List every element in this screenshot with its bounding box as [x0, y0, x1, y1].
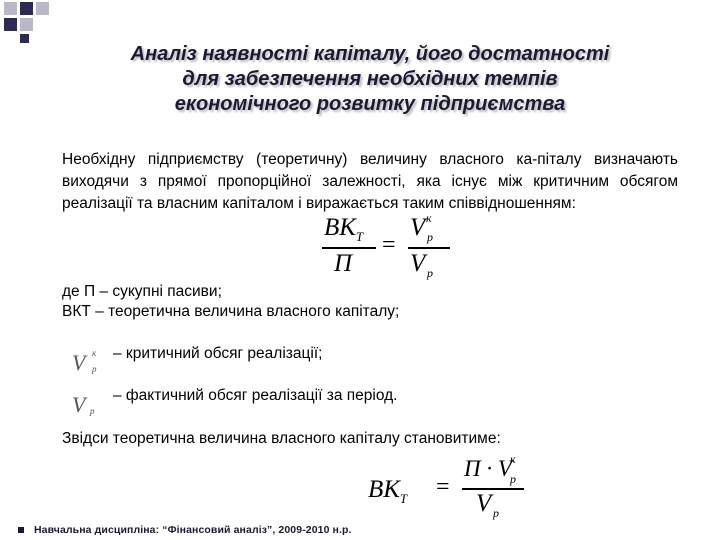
title-line-1: Аналіз наявності капіталу, його достатності	[130, 43, 610, 65]
intro-paragraph: Необхідну підприємству (теоретичну) величину власного ка-піталу визначають виходячи з прямої пропорційної залежності, яка існує між критичним обсягом реалізації та власним капіталом і виражається таким співвідношенням:	[62, 151, 678, 212]
decor-square	[20, 18, 33, 31]
equals-sign: =	[436, 474, 450, 500]
definition-critical-volume: – критичний обсяг реалізації;	[113, 345, 323, 362]
footer-bullet-icon	[18, 527, 24, 533]
formula2-denominator: V р	[476, 490, 499, 520]
formula2-numerator: П · V к р	[464, 452, 516, 486]
conclusion-text: Звідси теоретична величина власного капіталу становитиме:	[62, 430, 501, 447]
equals-sign: =	[382, 232, 396, 258]
decor-square	[20, 34, 29, 43]
title-line-3: економічного розвитку підприємства	[174, 93, 566, 115]
formula1-rhs-denominator: V р	[410, 250, 433, 280]
formula1-lhs-denominator: П	[334, 250, 353, 277]
footer-course: Навчальна дисципліна: “Фінансовий аналіз”, 2009-2010 н.р.	[34, 524, 352, 536]
formula-vkt	[368, 452, 528, 524]
formula-ratio	[322, 212, 452, 282]
title-line-2: для забезпечення необхідних темпів	[182, 68, 558, 90]
decor-square	[20, 2, 33, 15]
symbol-v-actual: V р	[72, 392, 95, 417]
decor-square	[4, 18, 17, 31]
slide-title	[60, 42, 680, 117]
symbol-v-critical: V к р	[72, 348, 97, 375]
fraction-bar	[462, 488, 524, 490]
fraction-bar	[322, 247, 376, 249]
decor-square	[36, 2, 49, 15]
definition-actual-volume: – фактичний обсяг реалізації за період.	[113, 387, 398, 404]
decor-square	[4, 2, 17, 15]
definition-p: де П – сукупні пасиви;	[62, 283, 222, 300]
fraction-bar	[408, 247, 450, 249]
definition-vkt: ВКТ – теоретична величина власного капіталу;	[62, 303, 400, 320]
formula2-lhs: $ВК_Т$	[368, 476, 408, 506]
formula1-rhs-numerator: V к р	[410, 211, 433, 244]
formula1-lhs-numerator: $ВК_Т$	[324, 214, 364, 244]
